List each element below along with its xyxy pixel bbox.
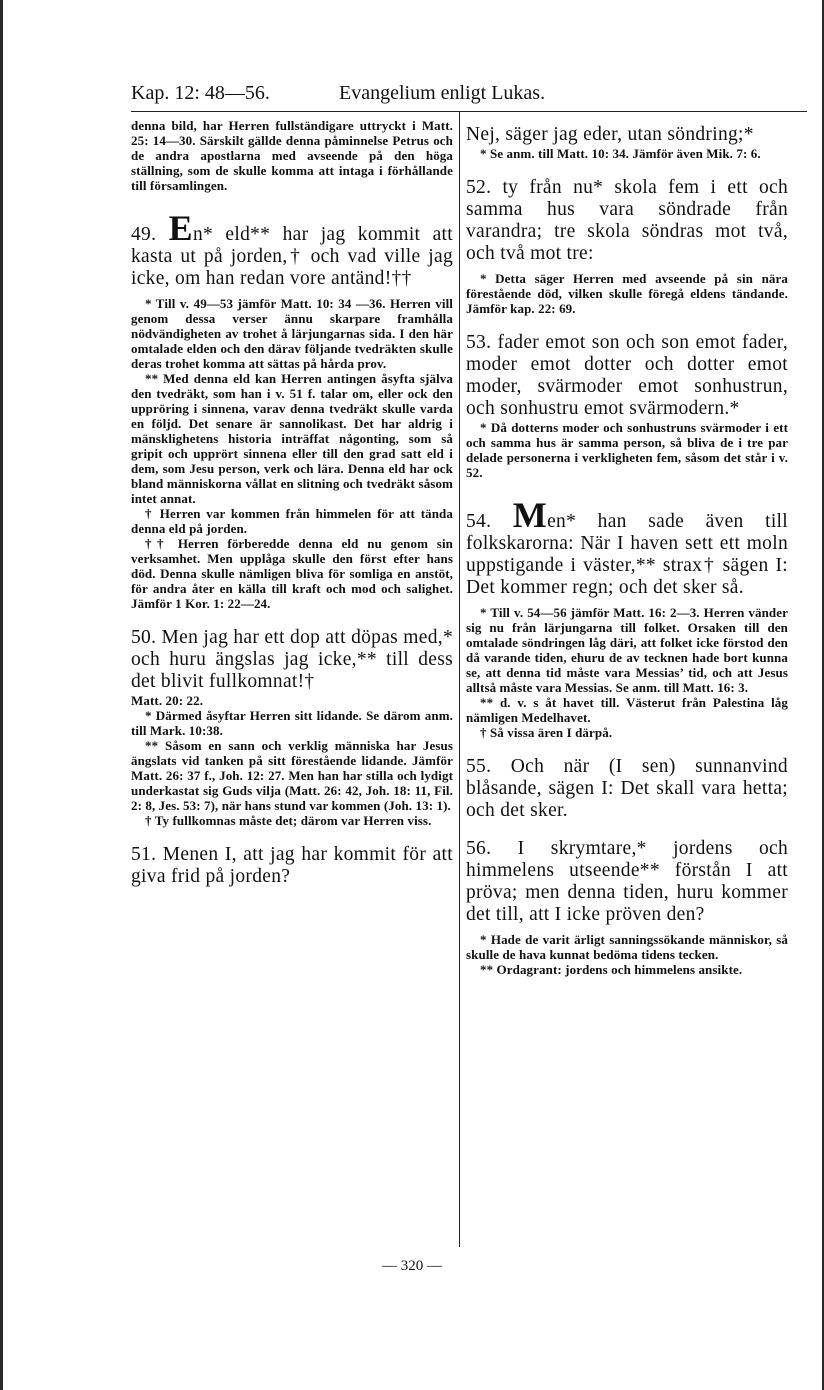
footnote-continuation: denna bild, har Herren fullständigare uttryckt i Matt. 25: 14—30. Särskilt gällde denna påminnelse Petrus och de andra apostlarna med avseende på den höga ställning, som de skulle komma att intaga i förhållande till församlingen. bbox=[131, 118, 453, 193]
verse-text: Menen I, att jag har kommit för att giva frid på jorden? bbox=[131, 844, 453, 887]
footnote: * Till v. 54—56 jämför Matt. 16: 2—3. Herren vänder sig nu från lärjungarna till folket. Orsaken till den omtalade söndringen låg däri, att folket icke förstod den då varande tiden, ehuru de av tecknen hade bort kunna se, att denna tid måste vara Messias’ tid, och att Jesus alltså måste vara Messias. Se anm. till Matt. 16: 3. bbox=[466, 605, 788, 695]
verse-53 bbox=[466, 332, 788, 420]
book-title: Evangelium enligt Lukas. bbox=[339, 82, 546, 104]
page-edge-left bbox=[0, 0, 3, 1390]
verse-56 bbox=[466, 838, 788, 926]
verse-text: Men jag har ett dop att döpas med,* och huru ängslas jag icke,** till dess det blivit fullkomnat!† bbox=[131, 627, 453, 692]
verse-text: n* eld** har jag kommit att kasta ut på jorden,† och vad ville jag icke, om han redan vore antänd!†† bbox=[131, 224, 453, 289]
verse-number: 49. bbox=[131, 224, 157, 245]
footnote: † Så vissa ären I därpå. bbox=[480, 725, 613, 740]
footnote: †† Herren förberedde denna eld nu genom sin verksamhet. Men upplåga skulle den först efter hans död. Denna skulle nämligen bliva för somliga en anstöt, för andra åter en källa till kraft och mod och salighet. Jämför 1 Kor. 1: 22—24. bbox=[131, 536, 453, 611]
drop-cap: M bbox=[512, 495, 548, 535]
footnote: * Se anm. till Matt. 10: 34. Jämför även Mik. 7: 6. bbox=[480, 146, 761, 161]
footnote: * Hade de varit ärligt sanningssökande människor, så skulle de hava kunnat bedöma tidens tecken. bbox=[466, 932, 788, 962]
page-number: — 320 — bbox=[382, 1258, 442, 1274]
chapter-reference: Kap. 12: 48—56. bbox=[131, 82, 270, 104]
footnote: * Till v. 49—53 jämför Matt. 10: 34 —36. Herren vill genom dessa verser ännu skarpare framhålla nödvändigheten av trohet å lärjungarnas sida. I den här omtalade elden och den därav följande tvedräkten skulle deras trohet komma att sättas på hårda prov. bbox=[131, 296, 453, 371]
verse-54 bbox=[466, 495, 788, 599]
verse-number: 50. bbox=[131, 627, 157, 648]
footnote: * Därmed åsyftar Herren sitt lidande. Se därom anm. till Mark. 10:38. bbox=[131, 708, 453, 738]
left-column bbox=[131, 112, 453, 888]
verse-number: 56. bbox=[466, 838, 492, 859]
verse-number: 52. bbox=[466, 177, 492, 198]
cross-reference: Matt. 20: 22. bbox=[131, 693, 204, 708]
footnote: * Detta säger Herren med avseende på sin nära förestående död, vilken skulle föregå eldens tändande. Jämför kap. 22: 69. bbox=[466, 271, 788, 316]
verse-55 bbox=[466, 756, 788, 822]
verse-number: 51. bbox=[131, 844, 157, 865]
verse-number: 54. bbox=[466, 511, 492, 532]
running-header bbox=[131, 82, 731, 108]
verse-number: 53. bbox=[466, 332, 492, 353]
verse-52 bbox=[466, 177, 788, 265]
verse-51-continuation bbox=[466, 124, 788, 146]
verse-number: 55. bbox=[466, 756, 492, 777]
column-divider bbox=[459, 112, 460, 1247]
verse-50 bbox=[131, 627, 453, 693]
footnote: † Ty fullkomnas måste det; därom var Herren viss. bbox=[145, 813, 432, 828]
footnote: ** Såsom en sann och verklig människa har Jesus ängslats vid tanken på sitt förestående lidande. Jämför Matt. 26: 37 f., Joh. 12: 27. Men han har stilla och lydigt underkastat sig Guds vilja (Matt. 26: 42, Joh. 18: 11, Fil. 2: 8, Jes. 53: 7), när hans stund var kommen (Joh. 13: 1). bbox=[131, 738, 453, 813]
verse-text: I skrymtare,* jordens och himmelens utseende** förstån I att pröva; men denna tiden, huru kommer det till, att I icke pröven den? bbox=[466, 838, 788, 925]
verse-text: fader emot son och son emot fader, moder emot dotter och dotter emot moder, svärmoder emot sonhustrun, och sonhustru emot svärmodern.* bbox=[466, 332, 788, 419]
verse-text: Nej, säger jag eder, utan söndring;* bbox=[466, 124, 754, 145]
footnote: * Då dotterns moder och sonhustruns svärmoder i ett och samma hus är samma person, så bliva de i tre par delade personerna i verkligheten fem, såsom det står i v. 52. bbox=[466, 420, 788, 480]
verse-49 bbox=[131, 208, 453, 290]
verse-text: Och när (I sen) sunnanvind blåsande, sägen I: Det skall vara hetta; och det sker. bbox=[466, 756, 788, 821]
footnote: † Herren var kommen från himmelen för att tända denna eld på jorden. bbox=[131, 506, 453, 536]
verse-text: ty från nu* skola fem i ett och samma hus vara söndrade från varandra; tre skola söndras mot två, och två mot tre: bbox=[466, 177, 788, 264]
footnote: ** Med denna eld kan Herren antingen åsyfta själva den tvedräkt, som han i v. 51 f. talar om, eller ock den uppröring i sinnena, varav denna tvedräkt skulle varda en följd. Det senare är sannolikast. Det har aldrig i mänsklighetens historia inträffat någonting, som så gripit och upprört sinnena eller till den grad satt eld i dem, som Jesu person, verk och lära. Denna eld har ock bland människorna vållat en slitning och tvedräkt såsom intet annat. bbox=[131, 371, 453, 506]
footnote: ** Ordagrant: jordens och himmelens ansikte. bbox=[480, 962, 743, 977]
verse-51 bbox=[131, 844, 453, 888]
verse-text: en* han sade även till folkskarorna: När I haven sett ett moln uppstigande i väster,** strax† sägen I: Det kommer regn; och det sker så. bbox=[466, 511, 788, 598]
drop-cap: E bbox=[168, 208, 193, 248]
right-column bbox=[466, 112, 788, 977]
footnote: ** d. v. s åt havet till. Västerut från Palestina låg nämligen Medelhavet. bbox=[466, 695, 788, 725]
